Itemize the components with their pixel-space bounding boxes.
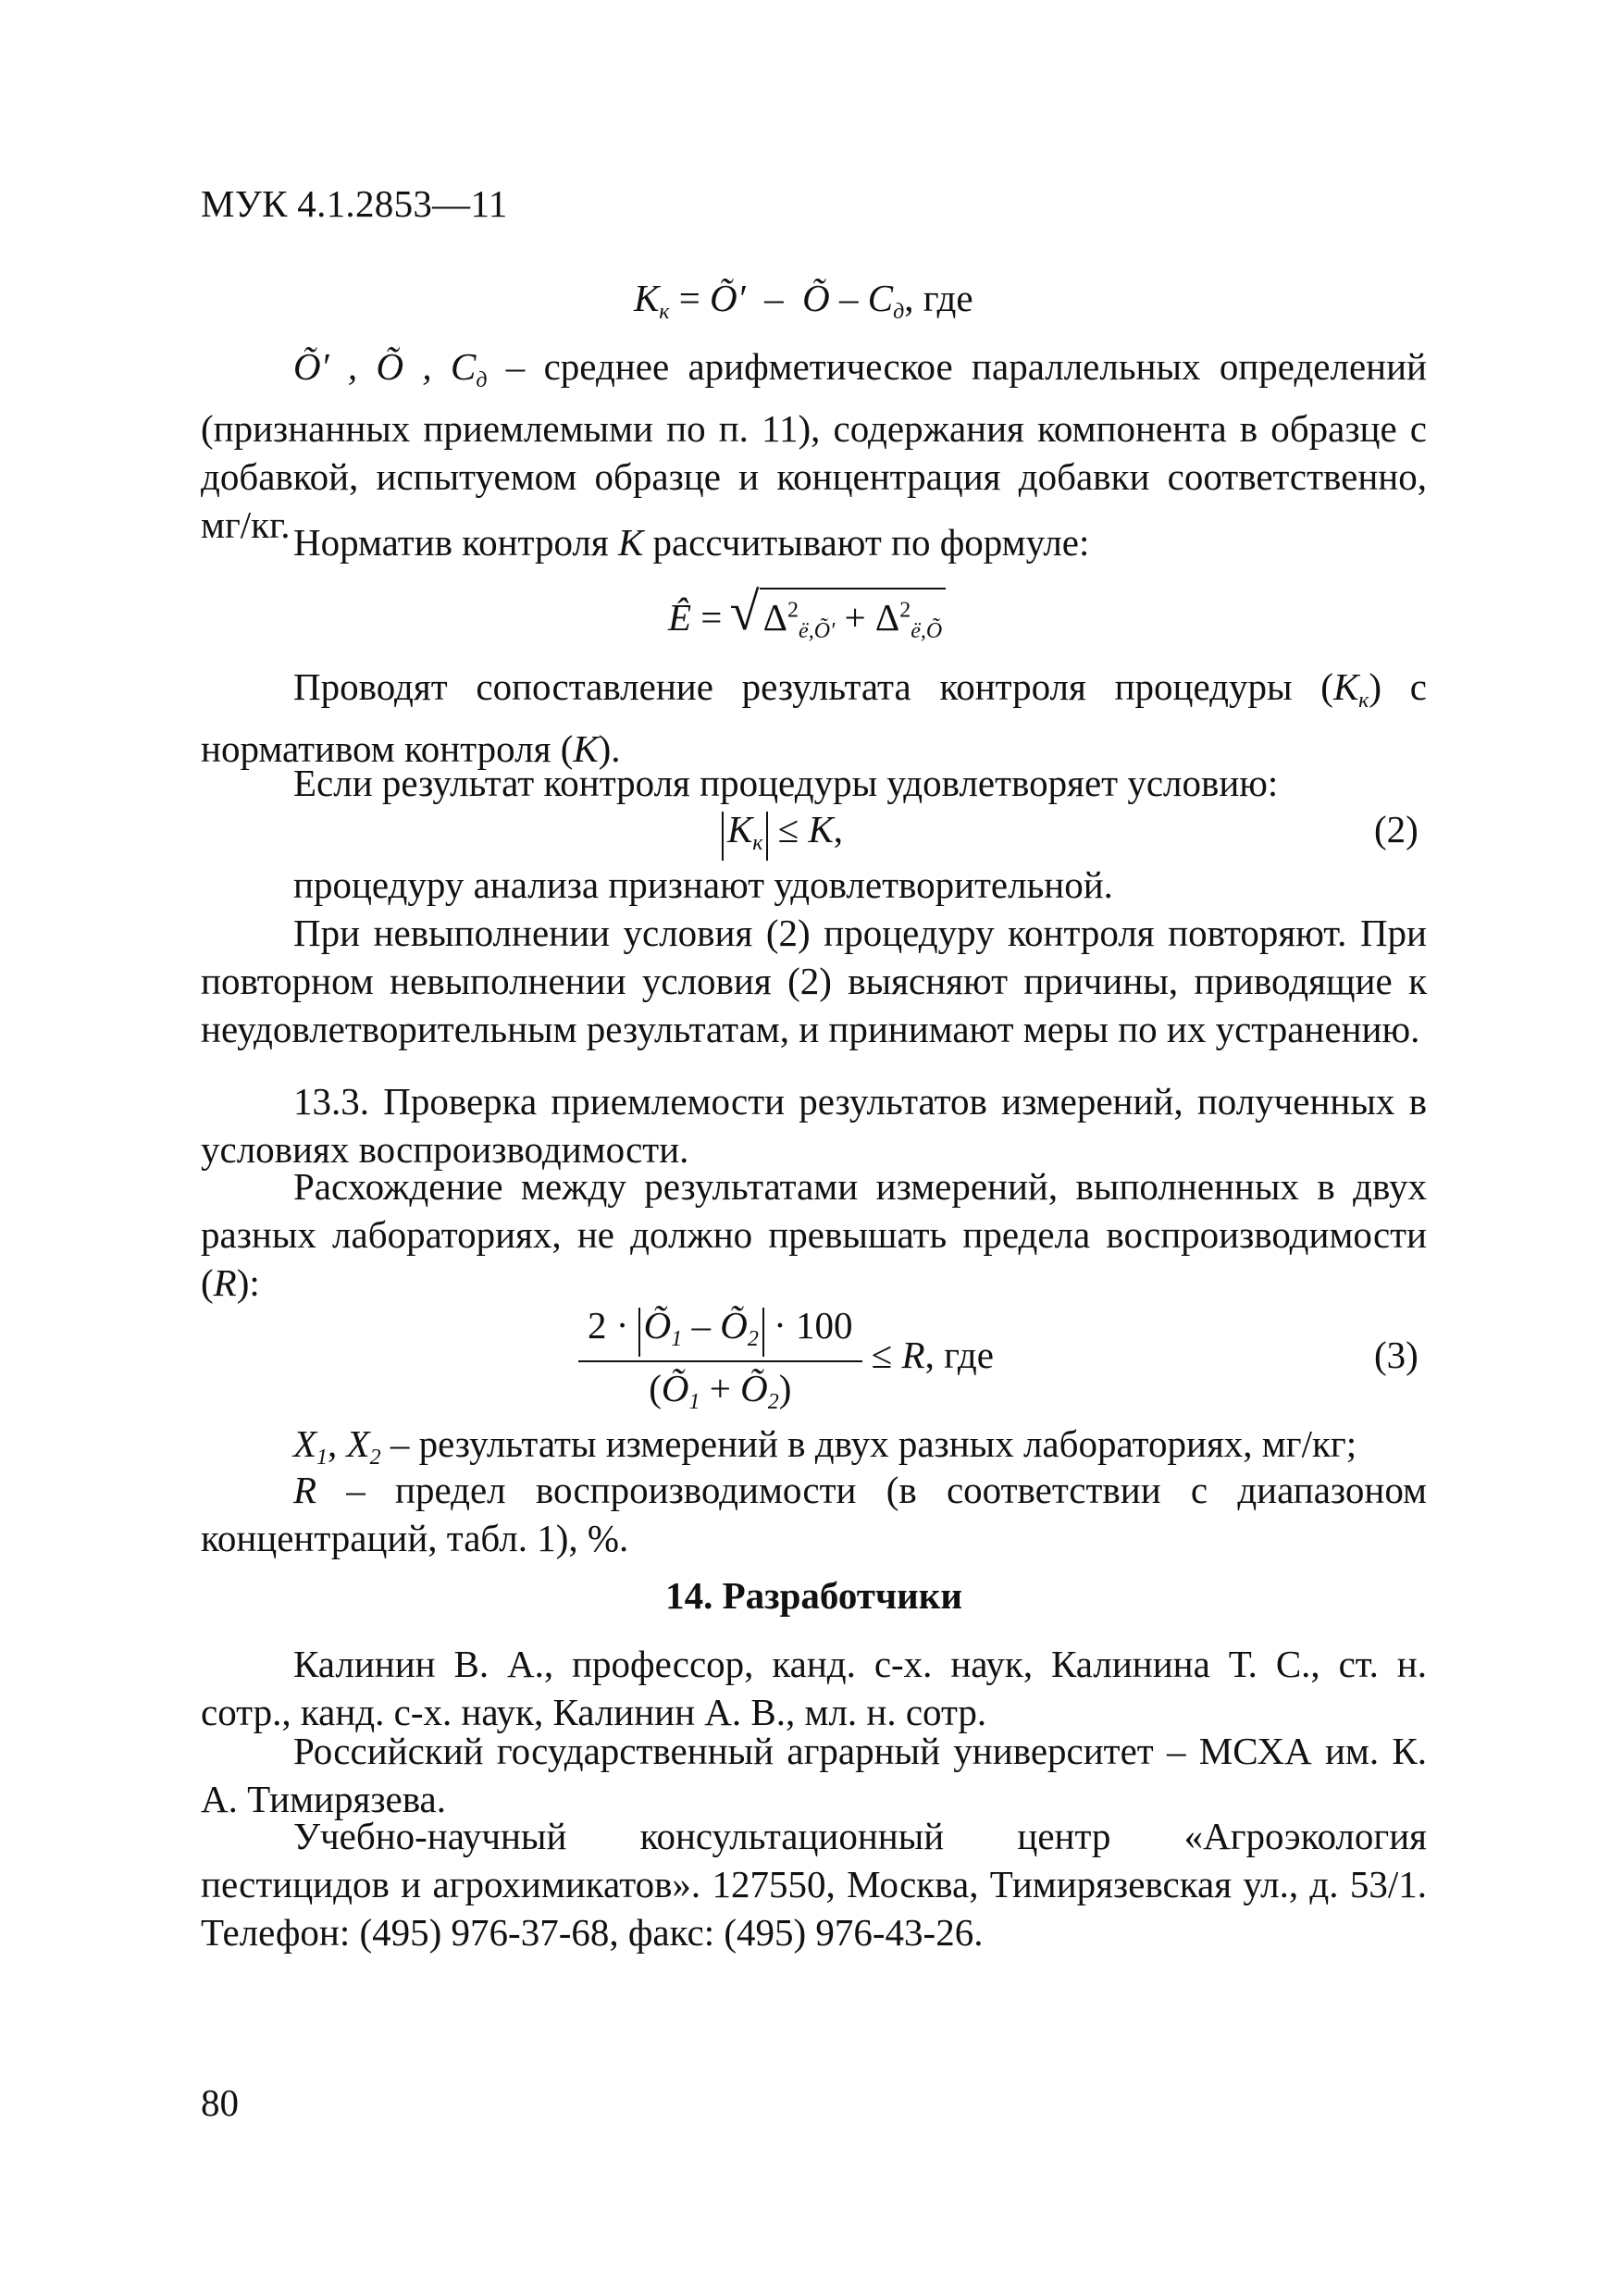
formula3-abs bbox=[722, 808, 768, 861]
page-number: 80 bbox=[201, 2081, 239, 2124]
paragraph-r-definition bbox=[201, 1466, 1427, 1562]
para8-symbol: R bbox=[213, 1261, 237, 1304]
paragraph-center-contacts: Учебно-научный консультационный центр «Агроэкология пестицидов и агрохимикатов». 127550, Москва, Тимирязевская ул., д. 53/1. Телефон: (495) 976-37-68, факс: (495) 976-43-26. bbox=[201, 1815, 1427, 1954]
formula3-lhs: К bbox=[727, 808, 753, 850]
para9-comma: , bbox=[328, 1422, 347, 1465]
formula1-minus2: – bbox=[829, 277, 868, 319]
formula2-plus: + bbox=[835, 596, 875, 639]
formula4-num-prefix: 2 · bbox=[588, 1304, 638, 1347]
formula1-tail: , где bbox=[904, 277, 973, 319]
formula4-o1-sub: 1 bbox=[671, 1327, 683, 1351]
para9-x1: X bbox=[293, 1422, 317, 1465]
para3-after: ). bbox=[598, 727, 621, 770]
paragraph-repeat-control: При невыполнении условия (2) процедуру контроля повторяют. При повторном невыполнении условия (2) выясняют причины, приводящие к неудовлетворительным результатам, и принимают меры по их устранению. bbox=[201, 912, 1427, 1050]
paragraph-satisfactory: процедуру анализа признают удовлетворительной. bbox=[293, 863, 1113, 906]
formula4-minus: – bbox=[682, 1304, 721, 1347]
para1-symbols-sub: д bbox=[476, 368, 488, 392]
formula4-d2: Õ bbox=[740, 1367, 768, 1409]
formula2-sqrt bbox=[732, 588, 947, 644]
equation-number-3: (3) bbox=[1374, 1334, 1419, 1376]
formula1-lhs: К bbox=[634, 277, 660, 319]
formula4-d1-sub: 1 bbox=[688, 1390, 700, 1414]
formula4-den-open: ( bbox=[649, 1367, 662, 1409]
para2-after: рассчитывают по формуле: bbox=[643, 521, 1090, 564]
section-heading-developers: 14. Разработчики bbox=[665, 1574, 962, 1617]
formula1-term2: Õ bbox=[802, 277, 830, 319]
paragraph-condition-intro: Если результат контроля процедуры удовлетворяет условию: bbox=[293, 762, 1279, 804]
equation-number-2: (2) bbox=[1374, 808, 1419, 850]
para9-x1-sub: 1 bbox=[316, 1446, 328, 1470]
para2-before: Норматив контроля bbox=[293, 521, 618, 564]
formula1-minus1: – bbox=[745, 277, 803, 319]
paragraph-norm-formula-intro bbox=[201, 518, 1427, 566]
formula4-tail: , где bbox=[924, 1333, 994, 1376]
para3-symbol2: К bbox=[573, 727, 599, 770]
formula-control-norm bbox=[668, 588, 946, 644]
formula1-term1: Õ′ bbox=[710, 277, 746, 319]
formula2-delta1-sub: ë,Õ′ bbox=[799, 619, 836, 643]
formula2-delta2-sub: ë,Õ bbox=[911, 619, 943, 643]
formula4-fraction bbox=[578, 1303, 862, 1415]
formula4-rel: ≤ bbox=[861, 1333, 902, 1376]
paragraph-developers-names: Калинин В. А., профессор, канд. с-х. наук, Калинина Т. С., ст. н. сотр., канд. с-х. наук, Калинин А. В., мл. н. сотр. bbox=[201, 1643, 1427, 1733]
formula-reproducibility bbox=[578, 1303, 994, 1415]
formula1-lhs-sub: к bbox=[659, 300, 670, 324]
para9-x2-sub: 2 bbox=[369, 1446, 381, 1470]
formula3-rel: ≤ bbox=[768, 808, 809, 850]
formula2-delta2: Δ bbox=[874, 596, 900, 639]
formula2-delta2-sup: 2 bbox=[899, 598, 911, 623]
para8-before: Расхождение между результатами измерений, выполненных в двух разных лабораториях, не должно превышать предела воспроизводимости ( bbox=[201, 1165, 1427, 1304]
para1-text: – среднее арифметическое параллельных определений (признанных приемлемыми по п. 11), содержания компонента в образце с добавкой, испытуемом образце и концентрация добавки соответственно, мг/кг. bbox=[201, 345, 1427, 546]
paragraph-section-13-3: 13.3. Проверка приемлемости результатов измерений, полученных в условиях воспроизводимости. bbox=[201, 1080, 1427, 1171]
formula3-tail: , bbox=[833, 808, 843, 850]
formula4-o1: Õ bbox=[643, 1304, 672, 1347]
formula3-lhs-sub: к bbox=[752, 831, 763, 855]
para10-symbol: R bbox=[293, 1469, 317, 1511]
formula1-term3-sub: д bbox=[893, 300, 905, 324]
formula4-o2-sub: 2 bbox=[747, 1327, 759, 1351]
formula4-plus: + bbox=[700, 1367, 741, 1409]
formula4-d1: Õ bbox=[661, 1367, 689, 1409]
formula4-num-suffix: · 100 bbox=[763, 1304, 853, 1347]
formula4-numerator bbox=[578, 1303, 862, 1362]
formula1-term3: С bbox=[867, 277, 894, 319]
para3-symbol: К bbox=[1332, 665, 1359, 708]
formula4-denominator bbox=[578, 1362, 862, 1415]
formula2-lhs: Ê bbox=[668, 596, 692, 639]
formula2-eq: = bbox=[691, 596, 732, 639]
para9-text: – результаты измерений в двух разных лабораториях, мг/кг; bbox=[380, 1422, 1357, 1465]
paragraph-reproducibility bbox=[201, 1162, 1427, 1307]
formula1-eq: = bbox=[669, 277, 711, 319]
formula4-rhs: R bbox=[901, 1333, 925, 1376]
paragraph-comparison bbox=[201, 663, 1427, 773]
formula4-d2-sub: 2 bbox=[767, 1390, 779, 1414]
formula2-delta1-sup: 2 bbox=[787, 598, 799, 623]
para1-symbols: Õ′ , Õ , С bbox=[293, 345, 477, 388]
formula4-den-close: ) bbox=[778, 1367, 792, 1409]
para3-mid: ) с нормативом контроля ( bbox=[201, 665, 1427, 770]
para10-text: – предел воспроизводимости (в соответствии с диапазоном концентраций, табл. 1), %. bbox=[201, 1469, 1427, 1559]
formula4-abs bbox=[638, 1304, 764, 1357]
document-code-header: МУК 4.1.2853—11 bbox=[201, 182, 508, 225]
paragraph-university: Российский государственный аграрный университет – МСХА им. К. А. Тимирязева. bbox=[201, 1730, 1427, 1820]
formula3-rhs: К bbox=[808, 808, 834, 850]
para3-before: Проводят сопоставление результата контроля процедуры ( bbox=[293, 665, 1333, 708]
formula2-delta1: Δ bbox=[762, 596, 788, 639]
formula-control-result bbox=[634, 276, 973, 325]
para2-symbol: К bbox=[617, 521, 644, 564]
formula-condition bbox=[722, 807, 843, 861]
para3-symbol-sub: к bbox=[1358, 689, 1369, 713]
para8-after: ): bbox=[236, 1261, 260, 1304]
formula4-o2: Õ bbox=[720, 1304, 748, 1347]
para9-x2: X bbox=[346, 1422, 370, 1465]
